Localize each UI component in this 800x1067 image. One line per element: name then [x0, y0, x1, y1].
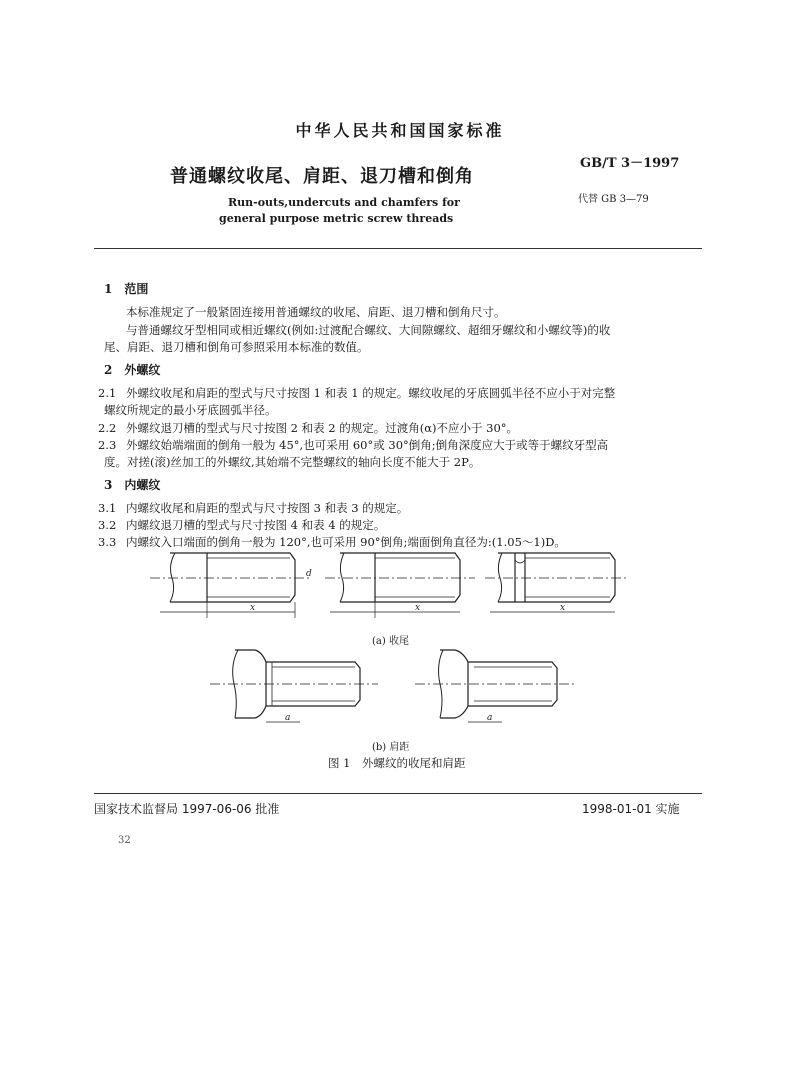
section-2-heading: 2 外螺纹	[104, 363, 161, 377]
clause-number: 2.1	[98, 386, 117, 400]
clause-text: 内螺纹退刀槽的型式与尺寸按图 4 和表 4 的规定。	[126, 518, 386, 532]
clause-number: 3.3	[98, 535, 117, 549]
clause-2-3-cont: 度。对搓(滚)丝加工的外螺纹,其始端不完整螺纹的轴向长度不能大于 2P。	[104, 455, 481, 469]
dim-label-d: d	[306, 569, 312, 579]
shoulder-drawing-1	[210, 650, 378, 722]
clause-text: 内螺纹收尾和肩距的型式与尺寸按图 3 和表 3 的规定。	[126, 501, 409, 515]
runout-drawing-3	[485, 553, 628, 612]
clause-text: 外螺纹始端端面的倒角一般为 45°,也可采用 60°或 30°倒角;倒角深度应大于或等于螺纹牙型高	[126, 438, 609, 452]
clause-text: 外螺纹退刀槽的型式与尺寸按图 2 和表 2 的规定。过渡角(α)不应小于 30°。	[126, 421, 519, 435]
section-1-para-2-line2: 尾、肩距、退刀槽和倒角可参照采用本标准的数值。	[104, 340, 369, 354]
clause-text: 外螺纹收尾和肩距的型式与尺寸按图 1 和表 1 的规定。螺纹收尾的牙底圆弧半径不应小于对完整	[126, 386, 616, 400]
figure-caption: 图 1 外螺纹的收尾和肩距	[328, 756, 466, 770]
issuing-organization: 中华人民共和国国家标准	[295, 121, 505, 140]
figure-caption-b: (b) 肩距	[372, 742, 410, 753]
dim-label-x-2: x	[415, 603, 421, 613]
standard-number: GB/T 3－1997	[580, 156, 680, 171]
standard-title-en-line2: general purpose metric screw threads	[219, 212, 454, 225]
footer-divider	[94, 793, 702, 794]
clause-2-1-cont: 螺纹所规定的最小牙底圆弧半径。	[104, 403, 277, 417]
section-3-heading: 3 内螺纹	[104, 478, 161, 492]
clause-number: 2.2	[98, 421, 117, 435]
dim-label-x-1: x	[250, 603, 256, 613]
section-1-para-1: 本标准规定了一般紧固连接用普通螺纹的收尾、肩距、退刀槽和倒角尺寸。	[126, 305, 506, 319]
clause-number: 3.1	[98, 501, 117, 515]
clause-number: 3.2	[98, 518, 117, 532]
runout-drawing-1	[150, 553, 312, 618]
implementation-date: 1998-01-01 实施	[582, 802, 680, 816]
dim-label-a-2: a	[487, 713, 493, 723]
section-1-heading: 1 范围	[104, 282, 149, 296]
replaces-note: 代替 GB 3—79	[578, 194, 649, 205]
shoulder-drawing-2	[415, 650, 575, 722]
clause-number: 2.3	[98, 438, 117, 452]
standard-title-en-line1: Run-outs,undercuts and chamfers for	[228, 196, 460, 209]
figure-caption-a: (a) 收尾	[372, 636, 409, 647]
section-1-para-2-line1: 与普通螺纹牙型相同或相近螺纹(例如:过渡配合螺纹、大间隙螺纹、超细牙螺纹和小螺纹等)的收	[126, 323, 611, 337]
standard-title-cn: 普通螺纹收尾、肩距、退刀槽和倒角	[170, 166, 474, 187]
approval-date: 国家技术监督局 1997-06-06 批准	[94, 802, 280, 816]
dim-label-x-3: x	[560, 603, 566, 613]
clause-text: 内螺纹入口端面的倒角一般为 120°,也可采用 90°倒角;端面倒角直径为:(1.05～1)D。	[126, 535, 566, 549]
dim-label-a-1: a	[285, 713, 291, 723]
page-number: 32	[118, 835, 131, 846]
runout-drawing-2	[325, 553, 475, 618]
